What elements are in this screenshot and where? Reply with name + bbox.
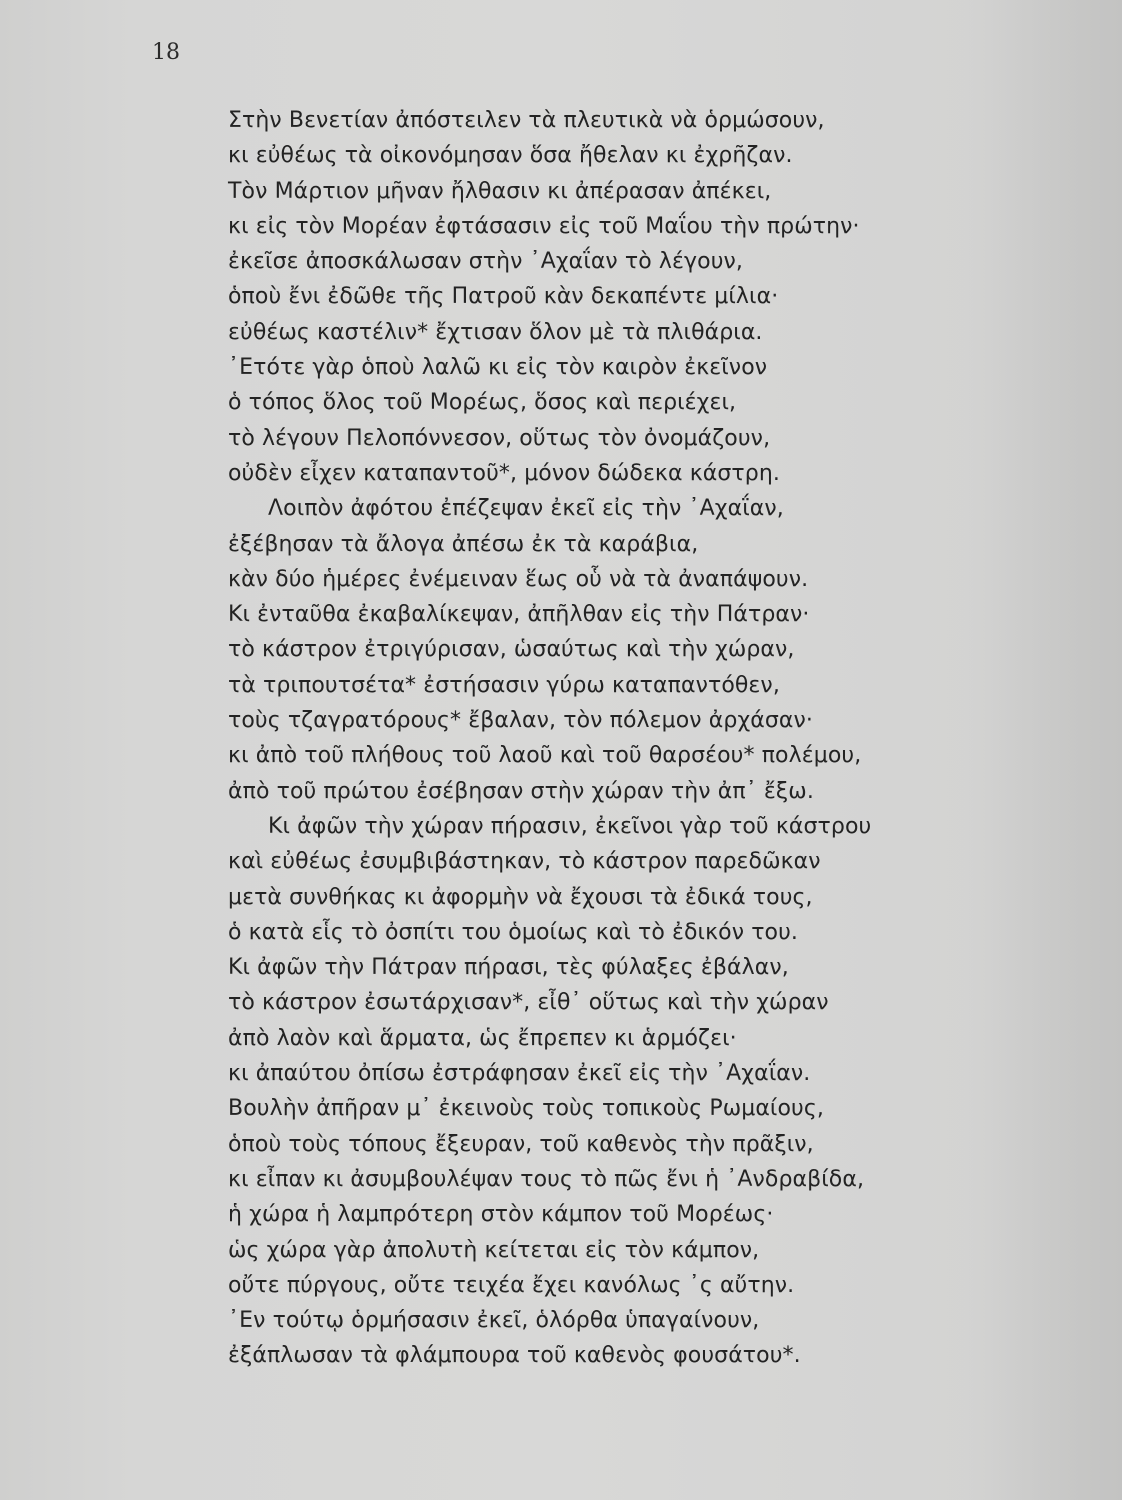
- poem-line: τὰ τριπουτσέτα* ἐστήσασιν γύρω καταπαντόθεν,: [228, 672, 780, 698]
- poem-line: κι εἰς τὸν Μορέαν ἐφτάσασιν εἰς τοῦ Μαΐου τὴν πρώτην·: [228, 213, 860, 239]
- poem-line: ἀπὸ τοῦ πρώτου ἐσέβησαν στὴν χώραν τὴν ἀπ᾿ ἔξω.: [228, 778, 814, 804]
- poem-line: ᾿Εν τούτῳ ὁρμήσασιν ἐκεῖ, ὁλόρθα ὑπαγαίνουν,: [228, 1308, 760, 1334]
- poem-line: Κι ἐνταῦθα ἐκαβαλίκεψαν, ἀπῆλθαν εἰς τὴν Πάτραν·: [228, 602, 810, 628]
- page-number: 18: [152, 40, 180, 65]
- poem-line: ἐκεῖσε ἀποσκάλωσαν στὴν ᾿Αχαΐαν τὸ λέγουν,: [228, 249, 744, 275]
- poem-line: ἐξάπλωσαν τὰ φλάμπουρα τοῦ καθενὸς φουσάτου*.: [228, 1343, 801, 1369]
- poem-line: κι ἀπὸ τοῦ πλήθους τοῦ λαοῦ καὶ τοῦ θαρσέου* πολέμου,: [228, 743, 862, 769]
- poem-line: κι ἀπαύτου ὀπίσω ἐστράφησαν ἐκεῖ εἰς τὴν ᾿Αχαΐαν.: [228, 1061, 811, 1087]
- poem-line: τὸ κάστρον ἐτριγύρισαν, ὡσαύτως καὶ τὴν χώραν,: [228, 637, 795, 663]
- poem-line: Λοιπὸν ἀφότου ἐπέζεψαν ἐκεῖ εἰς τὴν ᾿Αχαΐαν,: [268, 496, 784, 522]
- poem-line: οὔτε πύργους, οὔτε τειχέα ἔχει κανόλως ᾿ς αὔτην.: [228, 1272, 795, 1298]
- poem-line: ὁποὺ τοὺς τόπους ἔξευραν, τοῦ καθενὸς τὴν πρᾶξιν,: [228, 1131, 814, 1157]
- poem-line: ὁποὺ ἔνι ἐδῶθε τῆς Πατροῦ κὰν δεκαπέντε μίλια·: [228, 284, 779, 310]
- poem-line: κὰν δύο ἡμέρες ἐνέμειναν ἕως οὗ νὰ τὰ ἀναπάψουν.: [228, 566, 809, 592]
- poem-line: Βουλὴν ἀπῆραν μ᾿ ἐκεινοὺς τοὺς τοπικοὺς Ρωμαίους,: [228, 1096, 824, 1122]
- poem-line: καὶ εὐθέως ἐσυμβιβάστηκαν, τὸ κάστρον παρεδῶκαν: [228, 849, 821, 875]
- poem-line: ὡς χώρα γὰρ ἀπολυτὴ κείτεται εἰς τὸν κάμπον,: [228, 1237, 760, 1263]
- poem-body: [228, 103, 1008, 1374]
- poem-line: τὸ λέγουν Πελοπόννεσον, οὕτως τὸν ὀνομάζουν,: [228, 425, 771, 451]
- poem-line: τοὺς τζαγρατόρους* ἔβαλαν, τὸν πόλεμον ἀρχάσαν·: [228, 708, 813, 734]
- poem-line: ἀπὸ λαὸν καὶ ἅρματα, ὡς ἔπρεπεν κι ἁρμόζει·: [228, 1025, 737, 1051]
- poem-line: ὁ κατὰ εἷς τὸ ὀσπίτι του ὁμοίως καὶ τὸ ἐδικόν του.: [228, 919, 799, 945]
- poem-line: οὐδὲν εἶχεν καταπαντοῦ*, μόνον δώδεκα κάστρη.: [228, 460, 780, 486]
- poem-line: εὐθέως καστέλιν* ἔχτισαν ὅλον μὲ τὰ πλιθάρια.: [228, 319, 763, 345]
- poem-line: Τὸν Μάρτιον μῆναν ἤλθασιν κι ἀπέρασαν ἀπέκει,: [228, 178, 772, 204]
- poem-line: μετὰ συνθήκας κι ἀφορμὴν νὰ ἔχουσι τὰ ἐδικά τους,: [228, 884, 813, 910]
- poem-line: ᾿Ετότε γὰρ ὁποὺ λαλῶ κι εἰς τὸν καιρὸν ἐκεῖνον: [228, 355, 768, 381]
- poem-line: Κι ἀφῶν τὴν χώραν πήρασιν, ἐκεῖνοι γὰρ τοῦ κάστρου: [268, 813, 872, 839]
- poem-line: Κι ἀφῶν τὴν Πάτραν πήρασι, τὲς φύλαξες ἐβάλαν,: [228, 955, 789, 981]
- poem-line: Στὴν Βενετίαν ἀπόστειλεν τὰ πλευτικὰ νὰ ὁρμώσουν,: [228, 108, 825, 133]
- poem-line: ὁ τόπος ὅλος τοῦ Μορέως, ὅσος καὶ περιέχει,: [228, 390, 737, 416]
- poem-line: ἐξέβησαν τὰ ἄλογα ἀπέσω ἐκ τὰ καράβια,: [228, 531, 699, 557]
- poem-line: ἡ χώρα ἡ λαμπρότερη στὸν κάμπον τοῦ Μορέως·: [228, 1202, 774, 1228]
- poem-line: κι εἶπαν κι ἀσυμβουλέψαν τους τὸ πῶς ἔνι ἡ ᾿Ανδραβίδα,: [228, 1166, 865, 1192]
- poem-line: κι εὐθέως τὰ οἰκονόμησαν ὅσα ἤθελαν κι ἐχρῆζαν.: [228, 143, 793, 169]
- poem-line: τὸ κάστρον ἐσωτάρχισαν*, εἶθ᾿ οὕτως καὶ τὴν χώραν: [228, 990, 829, 1016]
